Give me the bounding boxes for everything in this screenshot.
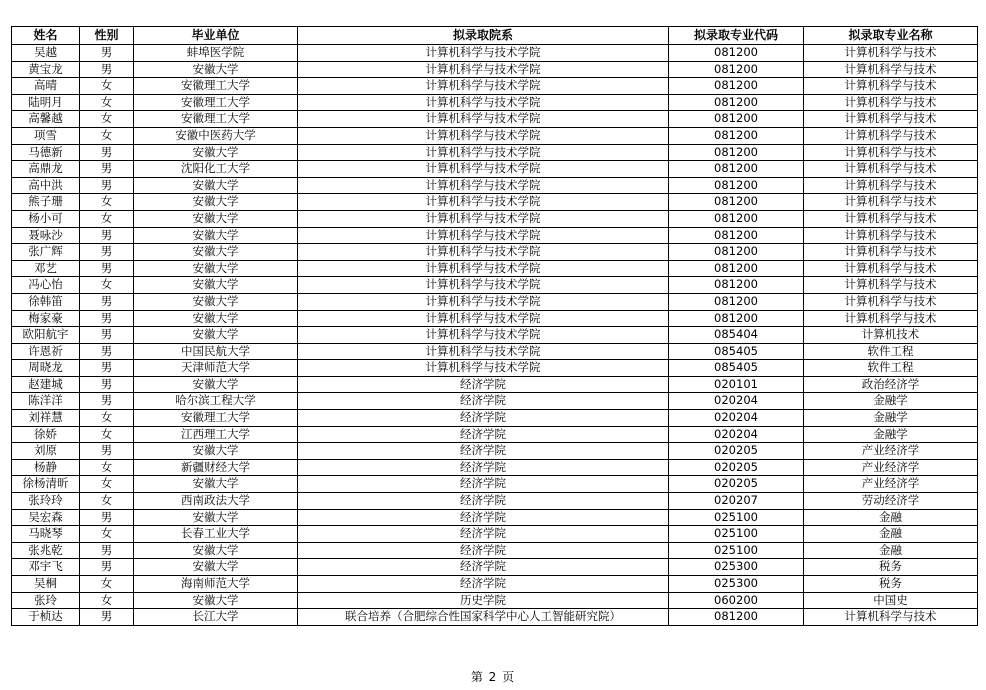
cell-admitting-college: 计算机科学与技术学院	[298, 277, 669, 294]
table-row	[12, 459, 978, 476]
cell-major-name: 计算机科学与技术	[804, 45, 978, 62]
cell-name: 梅家豪	[12, 310, 80, 327]
cell-name: 聂咏沙	[12, 227, 80, 244]
cell-major-name: 政治经济学	[804, 376, 978, 393]
cell-admitting-college: 计算机科学与技术学院	[298, 194, 669, 211]
cell-name: 许恩祈	[12, 343, 80, 360]
cell-major-name: 劳动经济学	[804, 493, 978, 510]
cell-gender: 女	[80, 78, 134, 95]
table-row	[12, 576, 978, 593]
cell-major-name: 金融学	[804, 393, 978, 410]
cell-name: 吴桐	[12, 576, 80, 593]
cell-major-code: 081200	[669, 94, 804, 111]
table-row	[12, 592, 978, 609]
cell-graduate-school: 安徽大学	[134, 476, 298, 493]
cell-major-name: 计算机科学与技术	[804, 293, 978, 310]
cell-admitting-college: 计算机科学与技术学院	[298, 94, 669, 111]
table-row	[12, 509, 978, 526]
cell-name: 徐娇	[12, 426, 80, 443]
cell-major-code: 081200	[669, 78, 804, 95]
cell-graduate-school: 安徽理工大学	[134, 78, 298, 95]
cell-name: 欧阳航宇	[12, 327, 80, 344]
cell-name: 熊子珊	[12, 194, 80, 211]
cell-major-code: 020205	[669, 459, 804, 476]
cell-graduate-school: 安徽大学	[134, 542, 298, 559]
cell-major-name: 计算机科学与技术	[804, 111, 978, 128]
cell-admitting-college: 计算机科学与技术学院	[298, 360, 669, 377]
cell-name: 张玲	[12, 592, 80, 609]
cell-major-name: 金融学	[804, 426, 978, 443]
cell-gender: 男	[80, 376, 134, 393]
cell-major-name: 计算机科学与技术	[804, 310, 978, 327]
cell-graduate-school: 哈尔滨工程大学	[134, 393, 298, 410]
table-row	[12, 327, 978, 344]
cell-name: 赵建城	[12, 376, 80, 393]
cell-gender: 男	[80, 244, 134, 261]
cell-graduate-school: 安徽大学	[134, 559, 298, 576]
cell-gender: 男	[80, 559, 134, 576]
cell-graduate-school: 安徽大学	[134, 277, 298, 294]
cell-name: 邓艺	[12, 260, 80, 277]
table-row	[12, 210, 978, 227]
cell-major-name: 计算机科学与技术	[804, 227, 978, 244]
cell-major-code: 081200	[669, 144, 804, 161]
cell-major-name: 税务	[804, 559, 978, 576]
cell-major-name: 计算机技术	[804, 327, 978, 344]
cell-gender: 男	[80, 609, 134, 626]
cell-graduate-school: 安徽大学	[134, 376, 298, 393]
table-row	[12, 111, 978, 128]
cell-major-code: 020204	[669, 426, 804, 443]
table-row	[12, 310, 978, 327]
table-row	[12, 161, 978, 178]
cell-gender: 男	[80, 360, 134, 377]
table-row	[12, 426, 978, 443]
cell-admitting-college: 计算机科学与技术学院	[298, 45, 669, 62]
cell-major-code: 025100	[669, 542, 804, 559]
cell-admitting-college: 计算机科学与技术学院	[298, 227, 669, 244]
table-row	[12, 45, 978, 62]
table-row	[12, 493, 978, 510]
table-row	[12, 227, 978, 244]
cell-major-name: 计算机科学与技术	[804, 61, 978, 78]
cell-name: 马德新	[12, 144, 80, 161]
cell-admitting-college: 计算机科学与技术学院	[298, 310, 669, 327]
cell-graduate-school: 安徽中医药大学	[134, 127, 298, 144]
cell-admitting-college: 计算机科学与技术学院	[298, 293, 669, 310]
cell-gender: 男	[80, 61, 134, 78]
header-name: 姓名	[12, 27, 80, 45]
cell-name: 杨静	[12, 459, 80, 476]
cell-major-code: 081200	[669, 310, 804, 327]
table-row	[12, 127, 978, 144]
table-row	[12, 476, 978, 493]
cell-name: 陆明月	[12, 94, 80, 111]
cell-major-code: 025100	[669, 509, 804, 526]
cell-admitting-college: 经济学院	[298, 376, 669, 393]
table-row	[12, 360, 978, 377]
cell-graduate-school: 安徽理工大学	[134, 410, 298, 427]
cell-graduate-school: 新疆财经大学	[134, 459, 298, 476]
table-row	[12, 609, 978, 626]
cell-name: 吴越	[12, 45, 80, 62]
table-body	[12, 45, 978, 626]
cell-major-name: 软件工程	[804, 360, 978, 377]
table-row	[12, 144, 978, 161]
cell-admitting-college: 经济学院	[298, 559, 669, 576]
cell-major-code: 085404	[669, 327, 804, 344]
cell-graduate-school: 江西理工大学	[134, 426, 298, 443]
cell-major-name: 计算机科学与技术	[804, 177, 978, 194]
cell-major-name: 产业经济学	[804, 459, 978, 476]
cell-gender: 男	[80, 144, 134, 161]
table-row	[12, 393, 978, 410]
cell-major-code: 060200	[669, 592, 804, 609]
cell-admitting-college: 历史学院	[298, 592, 669, 609]
cell-major-name: 计算机科学与技术	[804, 194, 978, 211]
table-row	[12, 443, 978, 460]
admission-table-container	[11, 26, 978, 626]
cell-admitting-college: 计算机科学与技术学院	[298, 343, 669, 360]
cell-gender: 男	[80, 509, 134, 526]
cell-major-name: 计算机科学与技术	[804, 277, 978, 294]
cell-graduate-school: 沈阳化工大学	[134, 161, 298, 178]
cell-gender: 男	[80, 327, 134, 344]
cell-graduate-school: 中国民航大学	[134, 343, 298, 360]
table-header	[12, 27, 978, 45]
cell-major-code: 020204	[669, 410, 804, 427]
cell-name: 张玲玲	[12, 493, 80, 510]
cell-name: 张广辉	[12, 244, 80, 261]
cell-major-code: 081200	[669, 45, 804, 62]
cell-graduate-school: 长春工业大学	[134, 526, 298, 543]
cell-name: 高馨越	[12, 111, 80, 128]
cell-name: 冯心怡	[12, 277, 80, 294]
table-row	[12, 61, 978, 78]
cell-name: 高中洪	[12, 177, 80, 194]
cell-gender: 男	[80, 177, 134, 194]
cell-gender: 男	[80, 343, 134, 360]
table-row	[12, 194, 978, 211]
page-number: 第 2 页	[470, 670, 516, 684]
table-row	[12, 94, 978, 111]
cell-name: 于桢达	[12, 609, 80, 626]
cell-graduate-school: 安徽大学	[134, 310, 298, 327]
cell-gender: 男	[80, 227, 134, 244]
cell-major-code: 081200	[669, 277, 804, 294]
cell-admitting-college: 经济学院	[298, 410, 669, 427]
cell-name: 邓宇飞	[12, 559, 80, 576]
cell-major-name: 产业经济学	[804, 476, 978, 493]
cell-major-name: 计算机科学与技术	[804, 210, 978, 227]
cell-gender: 男	[80, 260, 134, 277]
cell-admitting-college: 计算机科学与技术学院	[298, 244, 669, 261]
cell-major-code: 081200	[669, 111, 804, 128]
cell-admitting-college: 计算机科学与技术学院	[298, 260, 669, 277]
table-row	[12, 260, 978, 277]
cell-gender: 男	[80, 45, 134, 62]
cell-major-name: 金融	[804, 542, 978, 559]
cell-major-code: 020207	[669, 493, 804, 510]
cell-graduate-school: 安徽大学	[134, 144, 298, 161]
cell-major-name: 计算机科学与技术	[804, 78, 978, 95]
cell-graduate-school: 安徽大学	[134, 210, 298, 227]
cell-graduate-school: 蚌埠医学院	[134, 45, 298, 62]
cell-graduate-school: 长江大学	[134, 609, 298, 626]
cell-major-code: 085405	[669, 343, 804, 360]
cell-gender: 男	[80, 542, 134, 559]
cell-major-name: 计算机科学与技术	[804, 260, 978, 277]
cell-name: 周晓龙	[12, 360, 80, 377]
cell-admitting-college: 经济学院	[298, 526, 669, 543]
table-row	[12, 244, 978, 261]
cell-gender: 女	[80, 426, 134, 443]
cell-gender: 男	[80, 393, 134, 410]
cell-graduate-school: 安徽理工大学	[134, 94, 298, 111]
cell-major-code: 020205	[669, 476, 804, 493]
cell-admitting-college: 计算机科学与技术学院	[298, 161, 669, 178]
table-row	[12, 78, 978, 95]
cell-admitting-college: 计算机科学与技术学院	[298, 61, 669, 78]
cell-graduate-school: 安徽大学	[134, 592, 298, 609]
table-row	[12, 559, 978, 576]
cell-admitting-college: 计算机科学与技术学院	[298, 144, 669, 161]
cell-graduate-school: 安徽大学	[134, 194, 298, 211]
cell-graduate-school: 安徽大学	[134, 327, 298, 344]
cell-admitting-college: 经济学院	[298, 576, 669, 593]
cell-major-code: 081200	[669, 609, 804, 626]
cell-major-name: 计算机科学与技术	[804, 161, 978, 178]
cell-major-name: 金融	[804, 509, 978, 526]
header-row	[12, 27, 978, 45]
table-row	[12, 410, 978, 427]
cell-admitting-college: 经济学院	[298, 459, 669, 476]
cell-major-code: 020204	[669, 393, 804, 410]
table-row	[12, 293, 978, 310]
cell-major-code: 081200	[669, 293, 804, 310]
cell-gender: 女	[80, 576, 134, 593]
cell-major-name: 中国史	[804, 592, 978, 609]
cell-gender: 女	[80, 459, 134, 476]
cell-name: 徐杨清昕	[12, 476, 80, 493]
cell-major-code: 085405	[669, 360, 804, 377]
cell-name: 张兆乾	[12, 542, 80, 559]
cell-major-name: 计算机科学与技术	[804, 127, 978, 144]
cell-gender: 女	[80, 111, 134, 128]
cell-graduate-school: 安徽大学	[134, 443, 298, 460]
cell-gender: 女	[80, 476, 134, 493]
cell-gender: 男	[80, 310, 134, 327]
header-major-code: 拟录取专业代码	[669, 27, 804, 45]
cell-name: 陈洋洋	[12, 393, 80, 410]
cell-admitting-college: 经济学院	[298, 476, 669, 493]
cell-admitting-college: 经济学院	[298, 509, 669, 526]
cell-admitting-college: 经济学院	[298, 542, 669, 559]
cell-name: 黄宝龙	[12, 61, 80, 78]
cell-gender: 女	[80, 277, 134, 294]
cell-gender: 女	[80, 127, 134, 144]
admission-table	[11, 26, 978, 626]
cell-gender: 女	[80, 526, 134, 543]
cell-major-name: 税务	[804, 576, 978, 593]
cell-name: 高晴	[12, 78, 80, 95]
cell-major-name: 计算机科学与技术	[804, 609, 978, 626]
cell-major-code: 025100	[669, 526, 804, 543]
cell-admitting-college: 计算机科学与技术学院	[298, 327, 669, 344]
cell-graduate-school: 安徽大学	[134, 509, 298, 526]
cell-name: 高鼎龙	[12, 161, 80, 178]
cell-gender: 女	[80, 210, 134, 227]
cell-major-code: 020101	[669, 376, 804, 393]
cell-major-code: 081200	[669, 244, 804, 261]
header-major-name: 拟录取专业名称	[804, 27, 978, 45]
cell-gender: 女	[80, 592, 134, 609]
cell-major-code: 081200	[669, 260, 804, 277]
cell-name: 杨小可	[12, 210, 80, 227]
cell-admitting-college: 经济学院	[298, 443, 669, 460]
header-gender: 性别	[80, 27, 134, 45]
cell-major-code: 081200	[669, 194, 804, 211]
cell-major-name: 计算机科学与技术	[804, 244, 978, 261]
cell-major-code: 081200	[669, 127, 804, 144]
cell-admitting-college: 经济学院	[298, 493, 669, 510]
cell-admitting-college: 经济学院	[298, 426, 669, 443]
cell-graduate-school: 安徽理工大学	[134, 111, 298, 128]
cell-admitting-college: 计算机科学与技术学院	[298, 177, 669, 194]
cell-major-name: 计算机科学与技术	[804, 94, 978, 111]
cell-gender: 女	[80, 493, 134, 510]
cell-graduate-school: 安徽大学	[134, 177, 298, 194]
header-admitting-college: 拟录取院系	[298, 27, 669, 45]
cell-name: 刘祥慧	[12, 410, 80, 427]
cell-gender: 男	[80, 293, 134, 310]
cell-gender: 女	[80, 410, 134, 427]
cell-major-name: 产业经济学	[804, 443, 978, 460]
cell-gender: 女	[80, 194, 134, 211]
cell-name: 马晓琴	[12, 526, 80, 543]
cell-graduate-school: 海南师范大学	[134, 576, 298, 593]
table-row	[12, 376, 978, 393]
cell-admitting-college: 联合培养（合肥综合性国家科学中心人工智能研究院）	[298, 609, 669, 626]
table-row	[12, 177, 978, 194]
cell-graduate-school: 安徽大学	[134, 293, 298, 310]
cell-major-code: 081200	[669, 227, 804, 244]
table-row	[12, 277, 978, 294]
cell-major-code: 081200	[669, 177, 804, 194]
cell-admitting-college: 计算机科学与技术学院	[298, 78, 669, 95]
cell-gender: 男	[80, 161, 134, 178]
cell-graduate-school: 安徽大学	[134, 61, 298, 78]
cell-admitting-college: 经济学院	[298, 393, 669, 410]
cell-admitting-college: 计算机科学与技术学院	[298, 210, 669, 227]
cell-major-name: 软件工程	[804, 343, 978, 360]
header-graduate-school: 毕业单位	[134, 27, 298, 45]
cell-graduate-school: 安徽大学	[134, 260, 298, 277]
cell-major-code: 081200	[669, 61, 804, 78]
cell-major-code: 025300	[669, 559, 804, 576]
cell-major-code: 020205	[669, 443, 804, 460]
cell-major-code: 081200	[669, 161, 804, 178]
cell-major-name: 计算机科学与技术	[804, 144, 978, 161]
cell-graduate-school: 安徽大学	[134, 227, 298, 244]
cell-gender: 女	[80, 94, 134, 111]
cell-graduate-school: 西南政法大学	[134, 493, 298, 510]
cell-major-code: 025300	[669, 576, 804, 593]
cell-name: 刘原	[12, 443, 80, 460]
cell-admitting-college: 计算机科学与技术学院	[298, 111, 669, 128]
cell-gender: 男	[80, 443, 134, 460]
cell-major-name: 金融	[804, 526, 978, 543]
table-row	[12, 526, 978, 543]
cell-name: 吴宏森	[12, 509, 80, 526]
cell-major-name: 金融学	[804, 410, 978, 427]
cell-major-code: 081200	[669, 210, 804, 227]
table-row	[12, 343, 978, 360]
cell-name: 徐韩笛	[12, 293, 80, 310]
cell-graduate-school: 天津师范大学	[134, 360, 298, 377]
cell-name: 项雪	[12, 127, 80, 144]
cell-graduate-school: 安徽大学	[134, 244, 298, 261]
table-row	[12, 542, 978, 559]
cell-admitting-college: 计算机科学与技术学院	[298, 127, 669, 144]
